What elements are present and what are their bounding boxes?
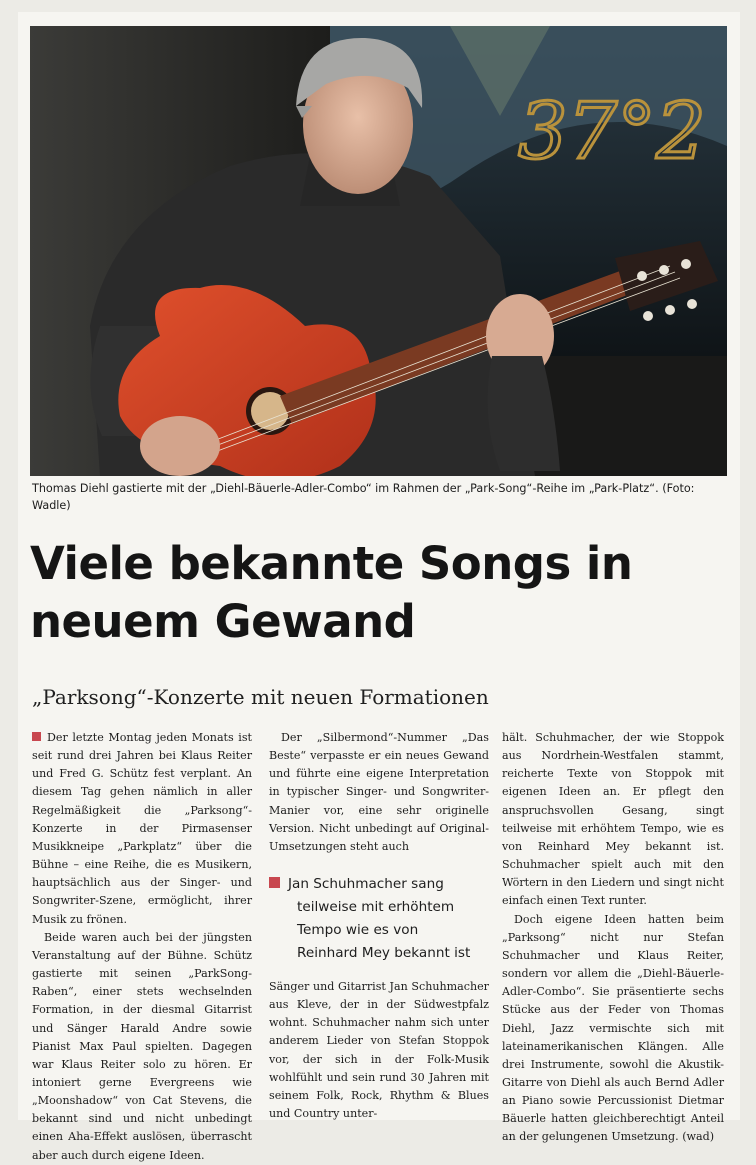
body-paragraph: Der letzte Montag jeden Monats ist seit rund drei Jahren bei Klaus Reiter und Fred G. Schütz fest verplant. An diesem Tag gehen nämlich in aller Regelmäßigkeit die „Parksong“-Konzerte in der Pirmasenser Musikkneipe „Parkplatz“ über die Bühne – eine Reihe, die es Musikern, hauptsächlich aus der Singer- und Songwriter-Szene, ermöglicht, ihrer Musik zu frönen. xyxy=(32,731,252,926)
body-paragraph: Beide waren auch bei der jüngsten Veranstaltung auf der Bühne. Schütz gastierte mit seinen „ParkSong-Raben“, einer stets wechselnden Formation, in der diesmal Gitarrist und Sänger Harald Andre sowie Pianist Max Paul spielten. Dagegen war Klaus Reiter solo zu hören. Er intoniert gerne Evergreens wie „Moonshadow“ von Cat Stevens, die bekannt sind und nicht unbedingt einen Aha-Effekt auslösen, überrascht aber auch durch eigene Ideen. xyxy=(32,930,252,1162)
article-column-3 xyxy=(502,729,724,1147)
pull-quote-bullet-icon xyxy=(269,877,280,888)
pull-quote: Jan Schuhmacher sang teilweise mit erhöhtem Tempo wie es von Reinhard Mey bekannt ist xyxy=(269,873,491,965)
body-paragraph: Der „Silbermond“-Nummer „Das Beste“ verpasste er ein neues Gewand und führte eine eigene Interpretation in typischer Singer- und Songwriter-Manier vor, eine sehr originelle Version. Nicht unbedingt auf Original-Umsetzungen steht auch xyxy=(269,731,489,853)
club-logo-text: 37°2 xyxy=(518,87,706,177)
article-headline: Viele bekannte Songs in neuem Gewand xyxy=(30,537,633,648)
article-photo xyxy=(30,26,727,476)
body-paragraph: Doch eigene Ideen hatten beim „Parksong“ nicht nur Stefan Schuhmacher und Klaus Reiter, sondern vor allem die „Diehl-Bäuerle-Adler-Combo“. Sie präsentierte sechs Stücke aus der Feder von Thomas Diehl, Jazz vermischte sich mit lateinamerikanischen Klängen. Alle drei Instrumente, sowohl die Akustik-Gitarre von Diehl als auch Bernd Adler an Piano sowie Percussionist Dietmar Bäuerle hatten gleichberechtigt Anteil an der gelungenen Umsetzung. (wad) xyxy=(502,912,724,1144)
article-subheadline: „Parksong“-Konzerte mit neuen Formationen xyxy=(32,685,489,709)
club-logo xyxy=(518,87,706,177)
photo-caption: Thomas Diehl gastierte mit der „Diehl-Bäuerle-Adler-Combo“ im Rahmen der „Park-Song“-Reihe im „Park-Platz“. (Foto: Wadle) xyxy=(32,482,695,512)
body-paragraph: Sänger und Gitarrist Jan Schuhmacher aus Kleve, der in der Südwestpfalz wohnt. Schuhmacher nahm sich unter anderem Lieder von Stefan Stoppok vor, der sich in der Folk-Musik wohlfühlt und sein rund 30 Jahren mit seinem Folk, Rock, Rhythm & Blues und Country unter- xyxy=(269,980,489,1121)
newspaper-clipping xyxy=(18,12,740,1162)
article-column-2-continued xyxy=(269,978,489,1123)
body-paragraph: hält. Schuhmacher, der wie Stoppok aus Nordrhein-Westfalen stammt, reicherte Texte von Stoppok mit eigenen Ideen an. Er pflegt den anspruchsvollen Gesang, singt teilweise mit erhöhtem Tempo, wie es von Reinhard Mey bekannt ist. Schuhmacher spielt auch mit den Wörtern in den Liedern und singt nicht einfach einen Text runter. xyxy=(502,731,724,908)
article-column-2 xyxy=(269,729,489,856)
section-bullet-icon xyxy=(32,732,41,741)
article-column-1 xyxy=(32,729,252,1165)
